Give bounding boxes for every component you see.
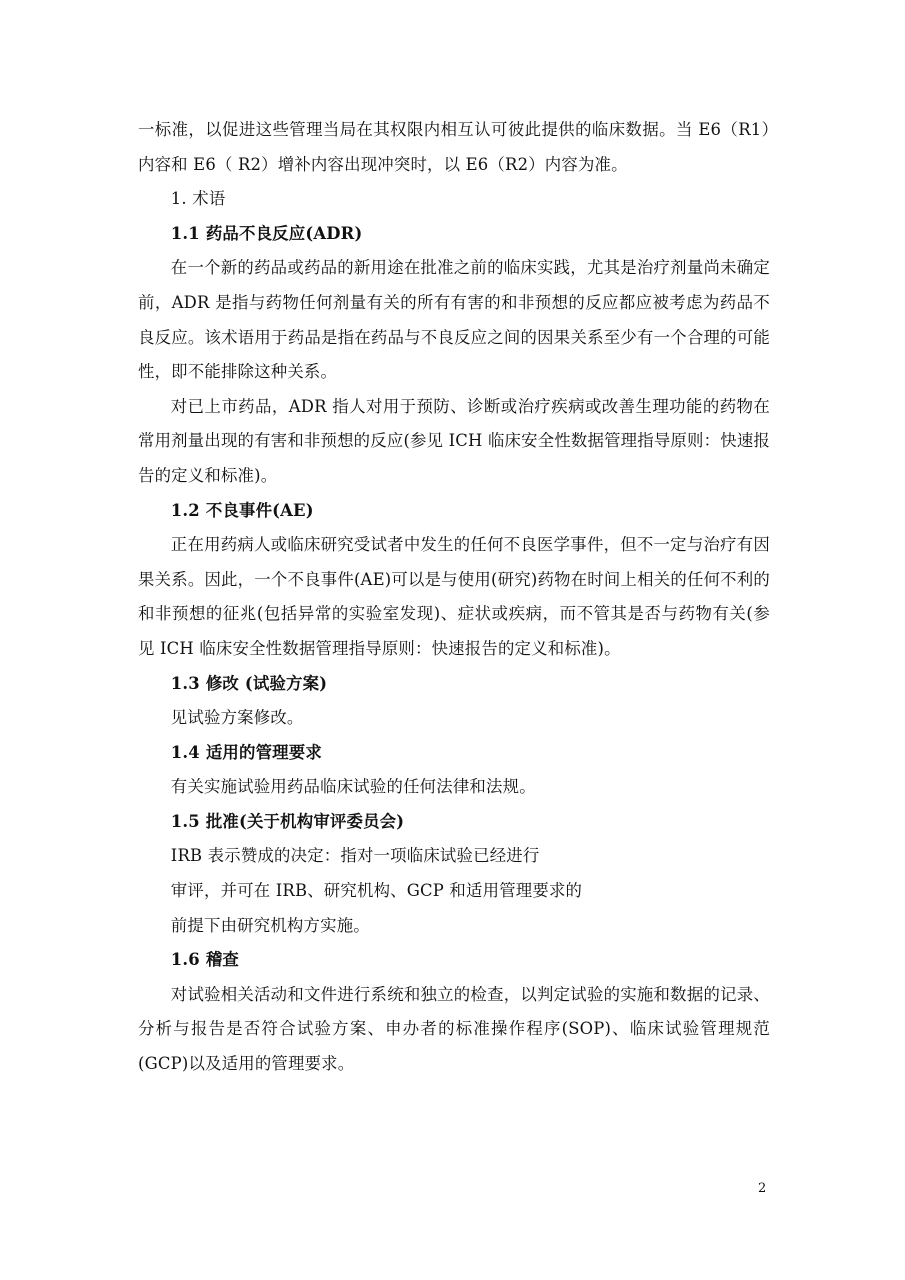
document-body (138, 113, 770, 1082)
page-number: 2 (758, 1181, 767, 1196)
term-approval-line-2: 审评，并可在 IRB、研究机构、GCP 和适用管理要求的 (170, 881, 583, 901)
term-approval-line-3: 前提下由研究机构方实施。 (170, 915, 370, 935)
term-regulatory-requirements-paragraph: 有关实施试验用药品临床试验的任何法律和法规。 (170, 777, 536, 797)
term-amendment-paragraph: 见试验方案修改。 (170, 708, 304, 728)
term-audit-paragraph: 对试验相关活动和文件进行系统和独立的检查，以判定试验的实施和数据的记录、分析与报告是否符合试验方案、申办者的标准操作程序(SOP)、临床试验管理规范(GCP)以及适用的管理要求。 (138, 984, 770, 1074)
term-heading-adr: 1.1 药品不良反应(ADR) (170, 223, 363, 243)
intro-paragraph: 一标准，以促进这些管理当局在其权限内相互认可彼此提供的临床数据。当 E6（R1）内容和 E6（ R2）增补内容出现冲突时，以 E6（R2）内容为准。 (138, 120, 770, 174)
term-heading-amendment: 1.3 修改 (试验方案) (170, 673, 328, 693)
term-heading-regulatory-requirements: 1.4 适用的管理要求 (170, 742, 322, 762)
term-heading-ae: 1.2 不良事件(AE) (170, 500, 314, 520)
term-heading-audit: 1.6 稽查 (170, 950, 239, 970)
term-approval-line-1: IRB 表示赞成的决定：指对一项临床试验已经进行 (170, 846, 540, 866)
term-ae-paragraph: 正在用药病人或临床研究受试者中发生的任何不良医学事件，但不一定与治疗有因果关系。因此，一个不良事件(AE)可以是与使用(研究)药物在时间上相关的任何不利的和非预想的征兆(包括异常的实验室发现)、症状或疾病，而不管其是否与药物有关(参见 ICH 临床安全性数据管理指导原则：快速报告的定义和标准)。 (138, 535, 770, 658)
term-heading-approval: 1.5 批准(关于机构审评委员会) (170, 811, 405, 831)
section-title: 1. 术语 (170, 189, 226, 209)
term-adr-paragraph-1: 在一个新的药品或药品的新用途在批准之前的临床实践，尤其是治疗剂量尚未确定前，ADR 是指与药物任何剂量有关的所有有害的和非预想的反应都应被考虑为药品不良反应。该术语用于药品是指在药品与不良反应之间的因果关系至少有一个合理的可能性，即不能排除这种关系。 (138, 258, 770, 382)
term-adr-paragraph-2: 对已上市药品，ADR 指人对用于预防、诊断或治疗疾病或改善生理功能的药物在常用剂量出现的有害和非预想的反应(参见 ICH 临床安全性数据管理指导原则：快速报告的定义和标准)。 (138, 396, 770, 485)
